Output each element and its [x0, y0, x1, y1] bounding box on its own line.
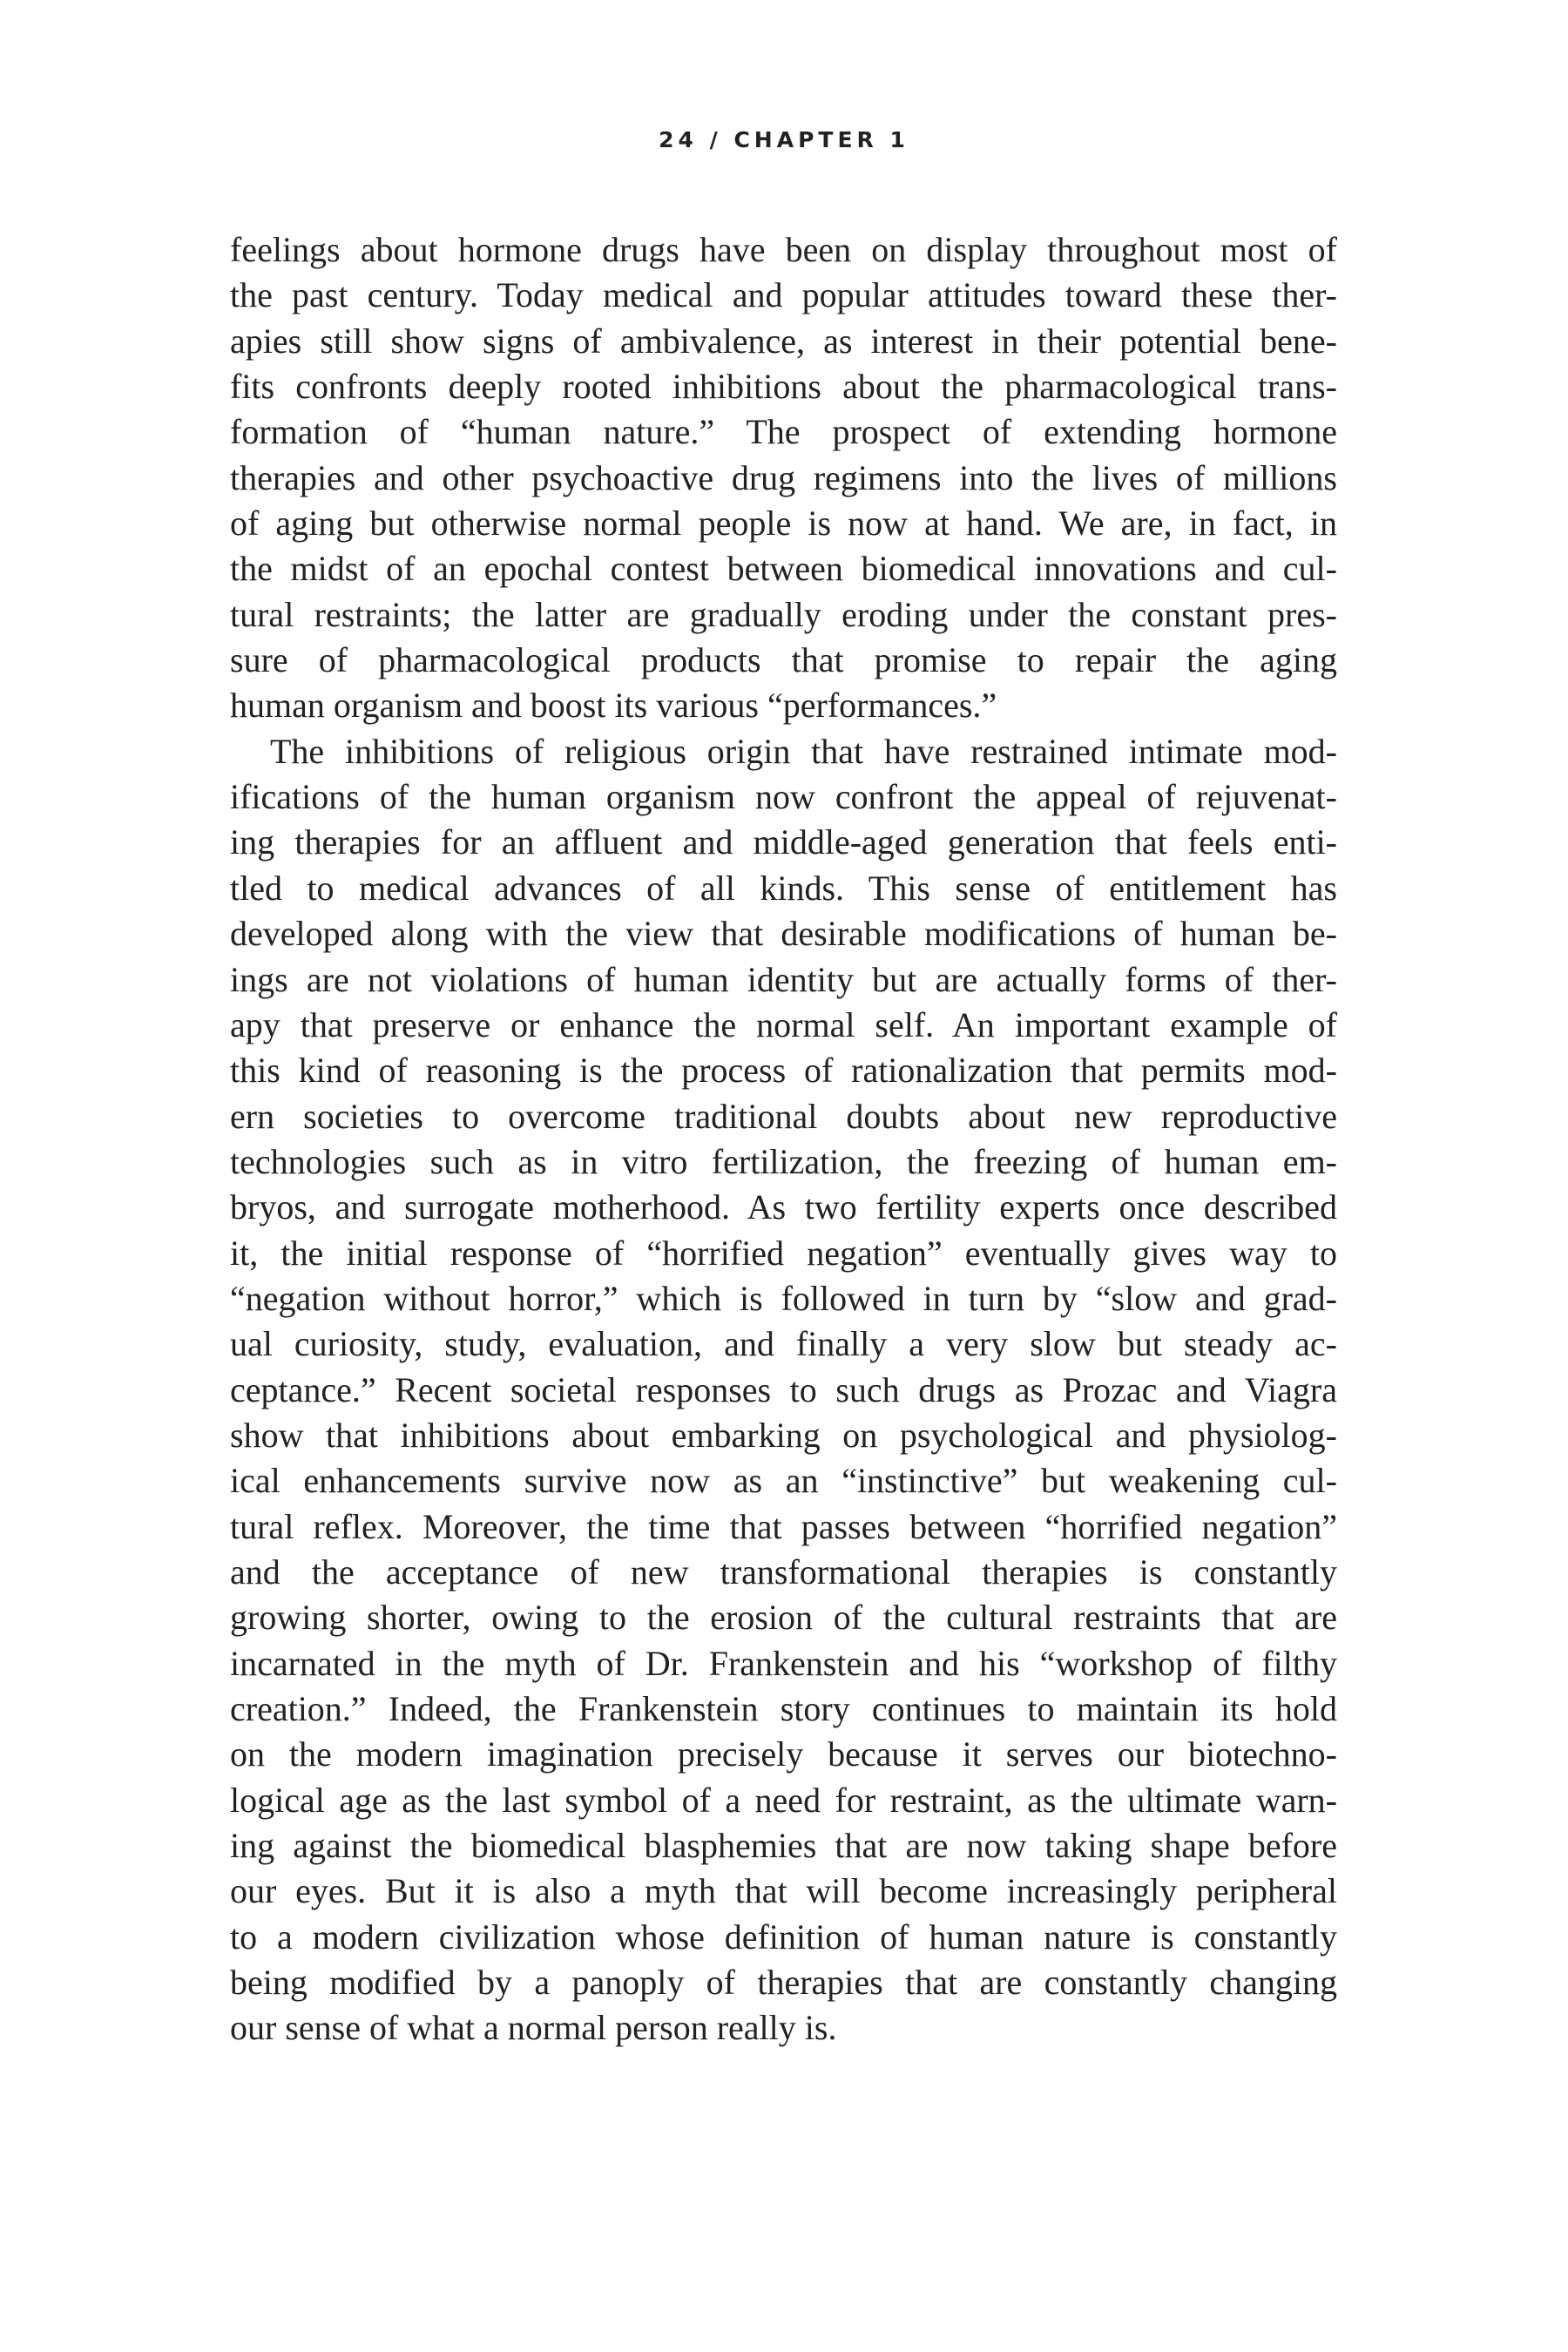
- text-line: incarnated in the myth of Dr. Frankenstein and his “workshop of filthy: [230, 1643, 1337, 1683]
- text-line: ing therapies for an affluent and middle-aged generation that feels enti-: [230, 822, 1337, 862]
- text-line: technologies such as in vitro fertilization, the freezing of human em-: [230, 1141, 1337, 1181]
- text-line: ing against the biomedical blasphemies that are now taking shape before: [230, 1826, 1337, 1866]
- text-line: of aging but otherwise normal people is now at hand. We are, in fact, in: [230, 504, 1337, 544]
- text-line: feelings about hormone drugs have been on display throughout most of: [230, 230, 1337, 269]
- text-line: human organism and boost its various “performances.”: [230, 686, 997, 726]
- text-line: growing shorter, owing to the erosion of the cultural restraints that are: [230, 1598, 1337, 1638]
- text-line: ings are not violations of human identity but are actually forms of ther-: [230, 959, 1337, 999]
- text-line: apies still show signs of ambivalence, as interest in their potential bene-: [230, 321, 1337, 361]
- text-line: tural restraints; the latter are gradually eroding under the constant pres-: [230, 594, 1337, 634]
- text-line: ceptance.” Recent societal responses to such drugs as Prozac and Viagra: [230, 1369, 1337, 1409]
- text-line: the midst of an epochal contest between biomedical innovations and cul-: [230, 549, 1337, 589]
- text-line: being modified by a panoply of therapies that are constantly changing: [230, 1963, 1337, 2003]
- text-line: sure of pharmacological products that promise to repair the aging: [230, 640, 1337, 680]
- text-line: creation.” Indeed, the Frankenstein story continues to maintain its hold: [230, 1689, 1337, 1728]
- text-line: logical age as the last symbol of a need for restraint, as the ultimate warn-: [230, 1780, 1337, 1820]
- text-line: it, the initial response of “horrified negation” eventually gives way to: [230, 1233, 1337, 1273]
- text-line: ifications of the human organism now confront the appeal of rejuvenat-: [230, 777, 1337, 817]
- text-line: therapies and other psychoactive drug regimens into the lives of millions: [230, 457, 1337, 497]
- text-line: “negation without horror,” which is followed in turn by “slow and grad-: [230, 1278, 1337, 1318]
- text-line: developed along with the view that desirable modifications of human be-: [230, 914, 1337, 954]
- text-line: The inhibitions of religious origin that have restrained intimate mod-: [270, 731, 1337, 771]
- text-line: and the acceptance of new transformational therapies is constantly: [230, 1551, 1337, 1592]
- text-line: the past century. Today medical and popular attitudes toward these ther-: [230, 275, 1337, 315]
- text-line: ical enhancements survive now as an “instinctive” but weakening cul-: [230, 1461, 1337, 1501]
- running-head: 24 / CHAPTER 1: [659, 127, 909, 152]
- text-line: bryos, and surrogate motherhood. As two fertility experts once described: [230, 1187, 1337, 1227]
- text-line: our eyes. But it is also a myth that will become increasingly peripheral: [230, 1871, 1337, 1911]
- body-text: [230, 227, 1337, 2051]
- text-line: formation of “human nature.” The prospect of extending hormone: [230, 412, 1337, 452]
- text-line: our sense of what a normal person really is.: [230, 2008, 837, 2048]
- text-line: tled to medical advances of all kinds. This sense of entitlement has: [230, 868, 1337, 908]
- text-line: show that inhibitions about embarking on psychological and physiolog-: [230, 1415, 1337, 1455]
- text-line: to a modern civilization whose definition of human nature is constantly: [230, 1916, 1337, 1957]
- text-line: apy that preserve or enhance the normal self. An important example of: [230, 1004, 1337, 1044]
- text-line: fits confronts deeply rooted inhibitions about the pharmacological trans-: [230, 367, 1337, 407]
- text-line: on the modern imagination precisely because it serves our biotechno-: [230, 1734, 1337, 1774]
- text-line: tural reflex. Moreover, the time that passes between “horrified negation”: [230, 1506, 1337, 1546]
- text-line: ual curiosity, study, evaluation, and finally a very slow but steady ac-: [230, 1324, 1337, 1364]
- text-line: ern societies to overcome traditional doubts about new reproductive: [230, 1096, 1337, 1136]
- text-line: this kind of reasoning is the process of rationalization that permits mod-: [230, 1051, 1337, 1091]
